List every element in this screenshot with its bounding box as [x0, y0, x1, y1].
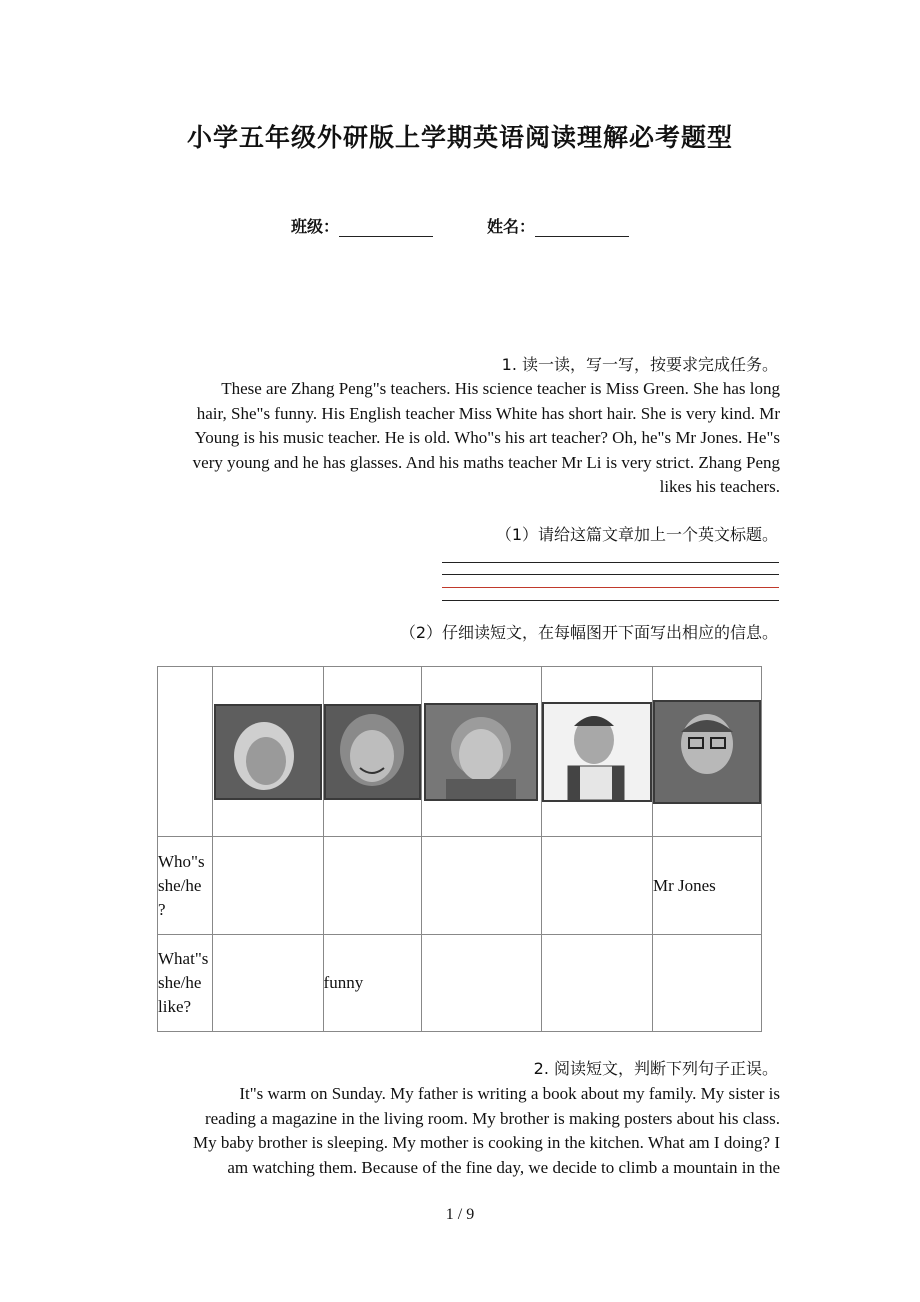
answer-line	[442, 600, 779, 601]
passage-line: hair, She"s funny. His English teacher Miss White has short hair. She is very kind. Mr	[196, 403, 780, 423]
passage-line: These are Zhang Peng"s teachers. His science teacher is Miss Green. She has long	[221, 379, 780, 398]
passage-line: My baby brother is sleeping. My mother is cooking in the kitchen. What am I doing? I	[192, 1133, 780, 1152]
answer-cell[interactable]	[323, 837, 421, 935]
passage-line: very young and he has glasses. And his maths teacher Mr Li is very strict. Zhang Peng	[192, 452, 780, 472]
who-row	[158, 837, 762, 935]
answer-cell[interactable]: funny	[323, 935, 421, 1032]
page-number: 1 / 9	[445, 1206, 475, 1223]
answer-cell[interactable]	[421, 935, 541, 1032]
table-cell	[213, 667, 323, 837]
picture-row	[158, 667, 762, 837]
teacher-portrait-3	[424, 703, 538, 801]
question-2-heading: 2. 阅读短文，判断下列句子正误。	[533, 1059, 778, 1078]
teacher-portrait-1	[214, 704, 322, 800]
passage-line: Young is his music teacher. He is old. Who"s his art teacher? Oh, he"s Mr Jones. He"s	[194, 428, 780, 447]
question-1-heading: 1. 读一读，写一写，按要求完成任务。	[501, 355, 778, 374]
answer-line	[442, 587, 779, 588]
answer-line	[442, 574, 779, 575]
teacher-portrait-4	[542, 702, 652, 802]
student-info	[0, 214, 920, 237]
page-title: 小学五年级外研版上学期英语阅读理解必考题型	[186, 123, 733, 152]
table-cell	[652, 667, 761, 837]
answer-cell[interactable]	[421, 837, 541, 935]
class-blank	[339, 218, 433, 237]
answer-cell[interactable]	[213, 837, 323, 935]
row-label-what-like: What"s she/he like?	[158, 935, 213, 1032]
question-2-passage	[134, 1082, 780, 1180]
name-blank	[535, 218, 629, 237]
table-cell	[158, 667, 213, 837]
passage-line: reading a magazine in the living room. My brother is making posters about his class.	[204, 1108, 780, 1128]
answer-cell[interactable]	[541, 935, 652, 1032]
task-1-instruction: （1）请给这篇文章加上一个英文标题。	[495, 525, 778, 544]
what-like-row	[158, 935, 762, 1032]
answer-cell[interactable]	[652, 935, 761, 1032]
question-1-passage	[134, 377, 780, 500]
task-2-instruction: （2）仔细读短文，在每幅图开下面写出相应的信息。	[399, 623, 778, 642]
answer-line	[442, 562, 779, 563]
answer-cell[interactable]	[541, 837, 652, 935]
teacher-portrait-5	[653, 700, 761, 804]
name-label: 姓名：	[487, 217, 536, 236]
passage-line: It"s warm on Sunday. My father is writing a book about my family. My sister is	[239, 1084, 780, 1103]
passage-line: likes his teachers.	[659, 477, 780, 496]
answer-cell[interactable]	[213, 935, 323, 1032]
teacher-info-table	[157, 666, 762, 1032]
class-label: 班级：	[290, 217, 339, 236]
passage-line: am watching them. Because of the fine day, we decide to climb a mountain in the	[227, 1157, 780, 1177]
table-cell	[421, 667, 541, 837]
row-label-who: Who"s she/he ?	[158, 837, 213, 935]
teacher-portrait-2	[324, 704, 421, 800]
answer-cell[interactable]: Mr Jones	[652, 837, 761, 935]
table-cell	[323, 667, 421, 837]
table-cell	[541, 667, 652, 837]
